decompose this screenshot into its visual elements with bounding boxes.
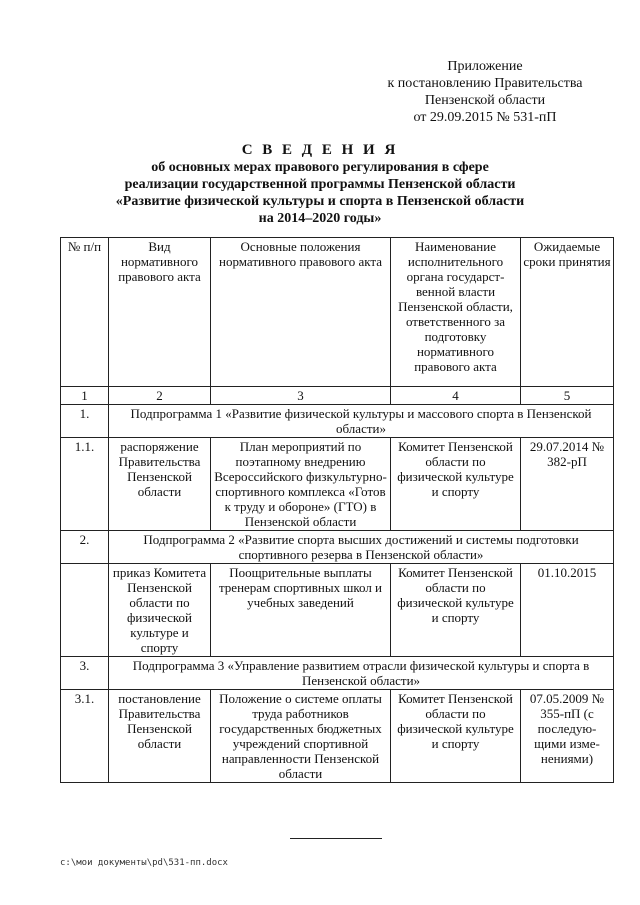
subprogram-title: Подпрограмма 1 «Развитие физической культуры и массового спорта в Пензенской области»: [109, 405, 614, 438]
column-number-row: [61, 387, 614, 405]
title-line: реализации государственной программы Пензенской области: [124, 177, 516, 192]
appendix-line: от 29.09.2015 № 531-пП: [413, 110, 557, 125]
row-act-content: План мероприятий по поэтапному внедрению Всероссийского физкультурно-спортивного комплекса «Готов к труду и обороне» (ГТО) в Пензенской области: [211, 438, 391, 531]
title-line: «Развитие физической культуры и спорта в Пензенской области: [115, 194, 525, 209]
appendix-line: к постановлению Правительства: [387, 76, 583, 91]
row-num: 1.1.: [61, 438, 109, 531]
subprogram-title: Подпрограмма 2 «Развитие спорта высших достижений и системы подготовки спортивного резерва в Пензенской области»: [109, 531, 614, 564]
title-heading: С В Е Д Е Н И Я: [241, 142, 399, 158]
row-responsible-body: Комитет Пензенской области по физической культуре и спорту: [391, 438, 521, 531]
subprogram-row: [61, 657, 614, 690]
column-number: 2: [109, 387, 211, 405]
table-row: [61, 564, 614, 657]
appendix-line: Приложение: [447, 59, 523, 74]
row-act-type: приказ Комитета Пензенской области по физической культуре и спорту: [109, 564, 211, 657]
subprogram-title: Подпрограмма 3 «Управление развитием отрасли физической культуры и спорта в Пензенской области»: [109, 657, 614, 690]
column-number: 1: [61, 387, 109, 405]
column-number: 4: [391, 387, 521, 405]
row-act-content: Поощрительные выплаты тренерам спортивных школ и учебных заведений: [211, 564, 391, 657]
row-expected-date: 29.07.2014 № 382-рП: [521, 438, 614, 531]
row-responsible-body: Комитет Пензенской области по физической культуре и спорту: [391, 564, 521, 657]
measures-table: [60, 237, 614, 783]
row-act-type: распоряжение Правительства Пензенской области: [109, 438, 211, 531]
header-responsible-body: Наименование исполнительного органа государст-венной власти Пензенской области, ответственного за подготовку нормативного правового акта: [391, 238, 521, 387]
subprogram-row: [61, 405, 614, 438]
title-line: на 2014–2020 годы»: [258, 211, 382, 226]
header-act-content: Основные положения нормативного правового акта: [211, 238, 391, 387]
file-path: c:\мои документы\pd\531-пп.docx: [60, 858, 228, 868]
row-expected-date: 07.05.2009 № 355-пП (с последую-щими изме-нениями): [521, 690, 614, 783]
header-num: № п/п: [61, 238, 109, 387]
row-num: [61, 564, 109, 657]
closing-line: [290, 838, 382, 839]
column-number: 5: [521, 387, 614, 405]
appendix-line: Пензенской области: [424, 93, 546, 108]
subprogram-num: 1.: [61, 405, 109, 438]
column-number: 3: [211, 387, 391, 405]
table-header-row: [61, 238, 614, 387]
subprogram-num: 3.: [61, 657, 109, 690]
row-responsible-body: Комитет Пензенской области по физической культуре и спорту: [391, 690, 521, 783]
subprogram-num: 2.: [61, 531, 109, 564]
header-expected-date: Ожидаемые сроки принятия: [521, 238, 614, 387]
row-num: 3.1.: [61, 690, 109, 783]
subprogram-row: [61, 531, 614, 564]
row-act-type: постановление Правительства Пензенской области: [109, 690, 211, 783]
title-line: об основных мерах правового регулирования в сфере: [151, 160, 489, 175]
row-expected-date: 01.10.2015: [521, 564, 614, 657]
table-row: [61, 690, 614, 783]
row-act-content: Положение о системе оплаты труда работников государственных бюджетных учреждений спортивной направленности Пензенской области: [211, 690, 391, 783]
table-row: [61, 438, 614, 531]
appendix-block: [360, 58, 610, 126]
document-title: [60, 142, 580, 227]
header-act-type: Вид нормативного правового акта: [109, 238, 211, 387]
